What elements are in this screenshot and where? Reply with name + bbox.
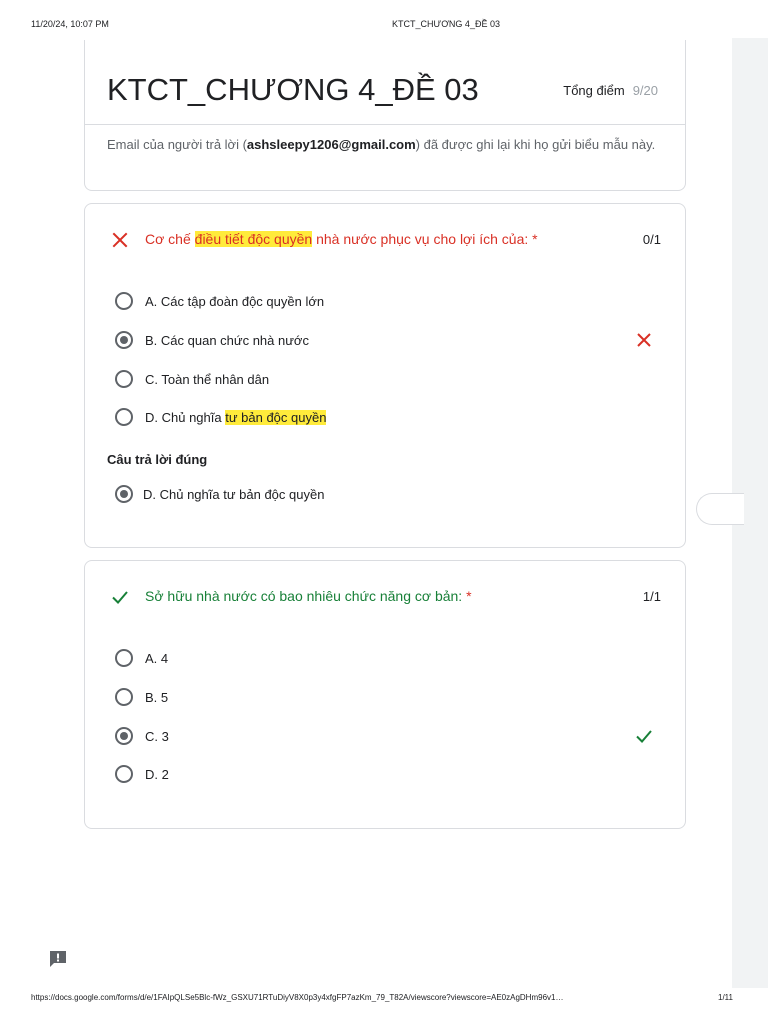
radio-button[interactable] xyxy=(115,408,133,426)
option-label: B. 5 xyxy=(145,690,169,705)
correct-answer-heading: Câu trả lời đúng xyxy=(107,452,208,467)
radio-button-selected[interactable] xyxy=(115,727,133,745)
option-a[interactable] xyxy=(115,291,655,313)
total-score-label: Tổng điểm xyxy=(563,83,625,98)
required-asterisk: * xyxy=(532,231,538,247)
side-panel-tab[interactable] xyxy=(696,493,744,525)
option-c[interactable] xyxy=(115,369,655,391)
correct-answer-option xyxy=(115,484,655,506)
respondent-email: ashsleepy1206@gmail.com xyxy=(246,137,416,152)
radio-button[interactable] xyxy=(115,765,133,783)
print-doc-title: KTCT_CHƯƠNG 4_ĐỀ 03 xyxy=(392,19,500,29)
option-label: C. Toàn thể nhân dân xyxy=(145,372,270,387)
radio-button[interactable] xyxy=(115,370,133,388)
option-c[interactable] xyxy=(115,726,655,748)
highlighted-text: tư bản độc quyền xyxy=(225,410,327,425)
option-b[interactable] xyxy=(115,330,655,352)
close-x-icon xyxy=(111,231,129,249)
option-a[interactable] xyxy=(115,648,655,670)
option-d[interactable] xyxy=(115,764,655,786)
radio-button[interactable] xyxy=(115,688,133,706)
option-label: C. 3 xyxy=(145,729,169,744)
highlighted-text: điều tiết độc quyền xyxy=(194,231,313,247)
option-label: B. Các quan chức nhà nước xyxy=(145,333,309,348)
radio-button[interactable] xyxy=(115,649,133,667)
question-points: 1/1 xyxy=(642,589,661,604)
print-datetime: 11/20/24, 10:07 PM xyxy=(31,19,109,29)
page-number: 1/11 xyxy=(718,993,733,1002)
check-icon xyxy=(111,588,129,606)
email-recorded-note: Email của người trả lời (ashsleepy1206@gmail.com) đã được ghi lại khi họ gửi biểu mẫu này. xyxy=(107,137,656,152)
print-url: https://docs.google.com/forms/d/e/1FAIpQLSe5Blc-fWz_GSXU71RTuDiyV8X0p3y4xfgFP7azKm_79_T82A/viewscore?viewscore=AE0zAgDHm96v1… xyxy=(31,993,564,1002)
required-asterisk: * xyxy=(466,588,472,604)
print-header xyxy=(0,19,768,33)
header-divider xyxy=(85,124,685,125)
question-header xyxy=(107,586,661,608)
option-label: D. Chủ nghĩa tư bản độc quyền xyxy=(145,410,327,425)
option-d[interactable] xyxy=(115,407,655,429)
option-label: A. 4 xyxy=(145,651,169,666)
form-header-card xyxy=(84,40,686,191)
question-card-1 xyxy=(84,203,686,548)
close-x-icon xyxy=(635,331,653,349)
radio-button[interactable] xyxy=(115,292,133,310)
option-label: A. Các tập đoàn độc quyền lớn xyxy=(145,294,325,309)
radio-button-selected xyxy=(115,485,133,503)
option-b[interactable] xyxy=(115,687,655,709)
question-text: Cơ chế điều tiết độc quyền nhà nước phục vụ cho lợi ích của: * xyxy=(145,231,538,247)
form-title: KTCT_CHƯƠNG 4_ĐỀ 03 xyxy=(107,72,479,107)
total-score-value: 9/20 xyxy=(632,83,658,98)
check-icon xyxy=(635,727,653,745)
question-card-2 xyxy=(84,560,686,829)
question-header xyxy=(107,229,661,251)
report-feedback-icon[interactable] xyxy=(48,949,68,969)
total-score xyxy=(563,83,658,98)
correct-answer-label: D. Chủ nghĩa tư bản độc quyền xyxy=(143,487,325,502)
question-points: 0/1 xyxy=(642,232,661,247)
question-text: Sở hữu nhà nước có bao nhiêu chức năng cơ bản: * xyxy=(145,588,472,604)
option-label: D. 2 xyxy=(145,767,169,782)
radio-button-selected[interactable] xyxy=(115,331,133,349)
